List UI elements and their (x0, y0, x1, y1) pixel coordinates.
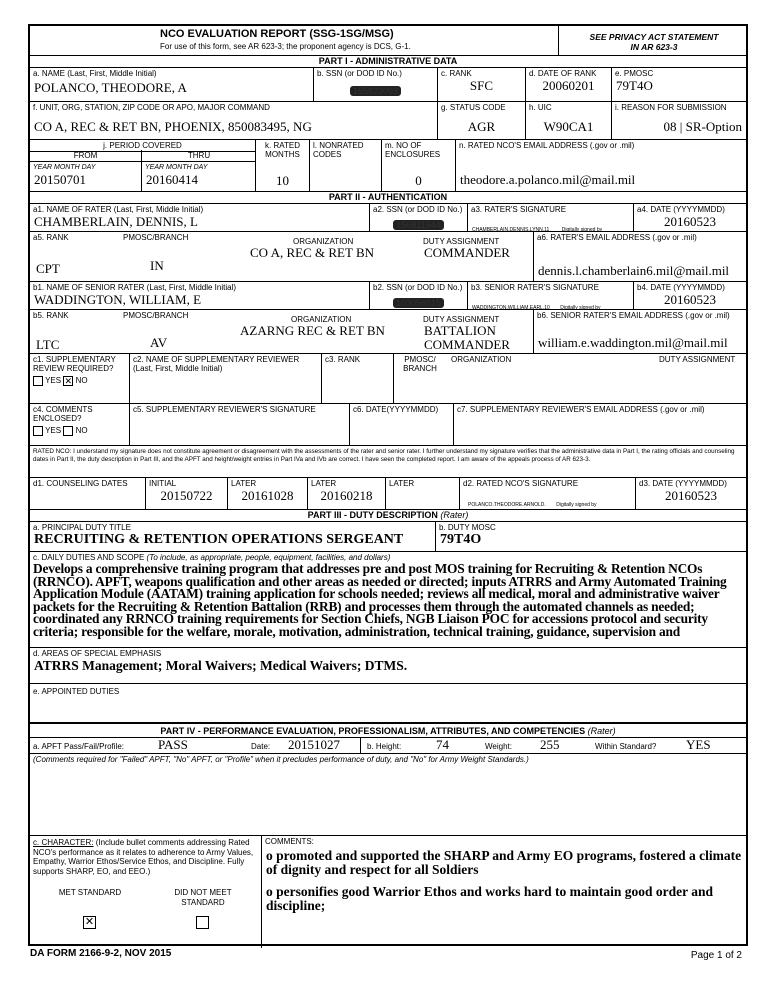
counseling-later-1: LATER 20161028 (228, 478, 308, 510)
rater-name: CHAMBERLAIN, DENNIS, L (34, 214, 198, 229)
supplementary-reviewer-name-field: c2. NAME OF SUPPLEMENTARY REVIEWER (Last, First, Middle Initial) (130, 354, 322, 404)
period-from: 20150701 (34, 172, 86, 187)
rated-nco-date-field: d3. DATE (YYYYMMDD) 20160523 (636, 478, 746, 510)
met-standard-label: MET STANDARD (58, 888, 122, 897)
rater-row (30, 204, 746, 232)
rater-signature-field: a3. RATER'S SIGNATURE CHAMBERLAIN.DENNIS.LYNN.11 Digitally signed by (468, 204, 634, 232)
supplementary-review-row (30, 354, 746, 404)
status-code-field: g. STATUS CODE AGR (438, 102, 526, 140)
nonrated-codes-field: l. NONRATED CODES (310, 140, 382, 192)
name-field: a. NAME (Last, First, Middle Initial) POLANCO, THEODORE, A (30, 68, 314, 102)
supplementary-date-field: c6. DATE(YYYYMMDD) (350, 404, 454, 446)
rater-name-field: a1. NAME OF RATER (Last, First, Middle Initial) CHAMBERLAIN, DENNIS, L (30, 204, 370, 232)
special-emphasis-text: ATRRS Management; Moral Waivers; Medical Waivers; DTMS. (34, 658, 408, 673)
rated-nco-signature-field: d2. RATED NCO'S SIGNATURE POLANCO.THEODORE.ARNOLD. Digitally signed by (460, 478, 636, 510)
daily-duties-field: c. DAILY DUTIES AND SCOPE (To include, as appropriate, people, equipment, facilities, and dollars) Develops a comprehensive training program that addresses pre and post MOS training for Recruiting & Retention NCOs (RRNCO). APFT, weapons qualification and other areas as needed or directed; inputs ATRRS and Army Automated Training Application Module (AATAM) training application for schools needed; reviews all medical, moral and administrative waiver packets for the Recruiting & Retention Battalion (RRB) and processes them through the automated channels as needed; coordinated any RRNCO training requirements for Section Chiefs, NGB Liaison POC for accessions protocol and security criteria; responsible for the welfare, morale, motivation, administration, technical training, guidance, supervision and (30, 552, 746, 648)
duty-mosc-field: b. DUTY MOSC 79T4O (436, 522, 746, 552)
senior-rater-email-field: b6. SENIOR RATER'S EMAIL ADDRESS (.gov or .mil) william.e.waddington.mil@mail.mil (534, 310, 746, 354)
principal-duty-title: RECRUITING & RETENTION OPERATIONS SERGEANT (34, 532, 404, 547)
yes-checkbox[interactable] (33, 376, 43, 386)
supplementary-reviewer-assignment: PMOSC/ BRANCH ORGANIZATION DUTY ASSIGNMENT (394, 354, 746, 404)
senior-rater-rank-row (30, 310, 746, 354)
part1-row-unit (30, 102, 746, 140)
no-checkbox-checked[interactable]: ✕ (64, 376, 73, 386)
senior-rater-date-field: b4. DATE (YYYYMMDD) 20160523 (634, 282, 746, 310)
senior-rater-row (30, 282, 746, 310)
character-comments-field: COMMENTS: o promoted and supported the SHARP and Army EO programs, fostered a climate of dignity and respect for all Soldiers o personifies good Warrior Ethos and works hard to maintain good order and discipline; (262, 836, 746, 948)
rater-date-field: a4. DATE (YYYYMMDD) 20160523 (634, 204, 746, 232)
special-emphasis-field: d. AREAS OF SPECIAL EMPHASIS ATRRS Management; Moral Waivers; Medical Waivers; DTMS. (30, 648, 746, 684)
daily-duties-text: Develops a comprehensive training program that addresses pre and post MOS training for Recruiting & Retention NCOs (RRNCO). APFT, weapons qualification and other areas as needed or directed; inputs ATRRS and Army Automated Training Application Module (AATAM) training application for schools needed; reviews all medical, moral and administrative waiver packets for the Recruiting & Retention Battalion (RRB) and processes them through the automated channels as needed; coordinated any RRNCO training requirements for Section Chiefs, NGB Liaison POC for accessions protocol and security criteria; responsible for the welfare, morale, motivation, administration, technical training, guidance, supervision and (33, 561, 727, 639)
rater-rank-row (30, 232, 746, 282)
enclosures-field: m. NO OF ENCLOSURES 0 (382, 140, 456, 192)
date-of-rank-field: d. DATE OF RANK 20060201 (526, 68, 612, 102)
rater-assignment: a5. RANK PMOSC/BRANCH ORGANIZATION DUTY ASSIGNMENT CPT IN CO A, REC & RET BN COMMANDER (30, 232, 534, 282)
within-standard-value: YES (686, 737, 711, 752)
form-title: NCO EVALUATION REPORT (SSG-1SG/MSG) (160, 28, 394, 40)
period-covered-field: j. PERIOD COVERED FROM YEAR MONTH DAY 20150701 THRU YEAR MONTH DAY 20160414 (30, 140, 256, 192)
evaluation-form (28, 24, 748, 946)
part4-title: PART IV - PERFORMANCE EVALUATION, PROFESSIONALISM, ATTRIBUTES, AND COMPETENCIES (Rater) (30, 726, 746, 738)
senior-rater-name: WADDINGTON, WILLIAM, E (34, 292, 202, 307)
senior-rater-ssn-field: b2. SSN (or DOD ID No.) 103056515 (370, 282, 468, 310)
rated-email-field: n. RATED NCO'S EMAIL ADDRESS (.gov or .mil) theodore.a.polanco.mil@mail.mil (456, 140, 746, 192)
comments-no-checkbox[interactable] (63, 426, 73, 436)
apft-result: PASS (158, 737, 188, 752)
uic-field: h. UIC W90CA1 (526, 102, 612, 140)
not-met-standard-checkbox[interactable] (196, 916, 209, 929)
character-comment-2: o personifies good Warrior Ethos and works hard to maintain good order and discipline; (266, 884, 714, 913)
privacy-statement: SEE PRIVACY ACT STATEMENT IN AR 623-3 (589, 32, 719, 52)
character-comment-1: o promoted and supported the SHARP and Army EO programs, fostered a climate of dignity and respect for all Soldiers (266, 848, 742, 877)
apft-row: a. APFT Pass/Fail/Profile: PASS Date: 20151027 b. Height: 74 Weight: 255 Within Standard? YES (30, 738, 746, 754)
character-field: c. CHARACTER: (Include bullet comments addressing Rated NCO's performance as it relates to adherence to Army Values, Empathy, Warrior Ethos/Service Ethos, and Discipline. Fully supports SHARP, EO, and EEO.) MET STANDARD DID NOT MEET STANDARD ✕ (30, 836, 262, 948)
supplementary-review-options: YES ✕ NO (30, 374, 129, 388)
comments-yes-checkbox[interactable] (33, 426, 43, 436)
part1-row-identity (30, 68, 746, 102)
form-subtitle: For use of this form, see AR 623-3; the proponent agency is DCS, G-1. (160, 42, 411, 51)
senior-rater-signature-field: b3. SENIOR RATER'S SIGNATURE WADDINGTON.WILLIAM.EARL.10 Digitally signed by (468, 282, 634, 310)
height-value: 74 (436, 737, 449, 752)
counseling-initial: INITIAL 20150722 (146, 478, 228, 510)
not-met-standard-label: DID NOT MEET STANDARD (174, 888, 232, 907)
counseling-later-2: LATER 20160218 (308, 478, 386, 510)
apft-comments-field: (Comments required for "Failed" APFT, "No" APFT, or "Profile" when it precludes performance of duty, and "No" for Army Weight Standards.) (30, 754, 746, 836)
character-row (30, 836, 746, 948)
rated-nco-statement: RATED NCO: I understand my signature does not constitute agreement or disagreement with the assessments of the rater and senior rater. I further understand my signature verifies that the administrative data in Part I, the rating officials and counseling dates in Part II, the duty description in Part III, and the APFT and height/weight entries in Part IVa and IVb are correct. I have seen the completed report. I am aware of the appeals process of AR 623-3. (30, 446, 746, 478)
comments-enclosed-field: c4. COMMENTS ENCLOSED? YES NO (30, 404, 130, 446)
part1-row-period (30, 140, 746, 192)
ssn-field: b. SSN (or DOD ID No.) 155823093 (314, 68, 438, 102)
supplementary-reviewer-rank-field: c3. RANK (322, 354, 394, 404)
form-header (30, 26, 746, 56)
weight-value: 255 (540, 737, 560, 752)
reason-field: i. REASON FOR SUBMISSION 08 | SR-Option (612, 102, 746, 140)
counseling-dates-label: d1. COUNSELING DATES (30, 478, 146, 510)
unit-field: f. UNIT, ORG, STATION, ZIP CODE OR APO, MAJOR COMMAND CO A, REC & RET BN, PHOENIX, 850083495, NG (30, 102, 438, 140)
part1-title: PART I - ADMINISTRATIVE DATA (30, 56, 746, 68)
senior-rater-name-field: b1. NAME OF SENIOR RATER (Last, First, Middle Initial) WADDINGTON, WILLIAM, E (30, 282, 370, 310)
rank-field: c. RANK SFC (438, 68, 526, 102)
rater-ssn-field: a2. SSN (or DOD ID No.) 156811544 (370, 204, 468, 232)
rated-name: POLANCO, THEODORE, A (34, 80, 187, 95)
apft-date: 20151027 (288, 737, 340, 752)
counseling-later-3: LATER (386, 478, 460, 510)
supplementary-comments-row (30, 404, 746, 446)
ssn-redacted: 155823093 (350, 86, 401, 96)
duty-title-row (30, 522, 746, 552)
supplementary-email-field: c7. SUPPLEMENTARY REVIEWER'S EMAIL ADDRESS (.gov or .mil) (454, 404, 746, 446)
pmosc-field: e. PMOSC 79T4O (612, 68, 746, 102)
met-standard-checkbox-checked[interactable]: ✕ (84, 916, 95, 928)
supplementary-review-field: c1. SUPPLEMENTARY REVIEW REQUIRED? YES ✕ NO (30, 354, 130, 404)
form-number: DA FORM 2166-9-2, NOV 2015 (30, 948, 172, 959)
counseling-row (30, 478, 746, 510)
principal-duty-title-field: a. PRINCIPAL DUTY TITLE RECRUITING & RETENTION OPERATIONS SERGEANT (30, 522, 436, 552)
rated-months-field: k. RATED MONTHS 10 (256, 140, 310, 192)
part2-title: PART II - AUTHENTICATION (30, 192, 746, 204)
part3-title: PART III - DUTY DESCRIPTION (Rater) (30, 510, 746, 522)
period-thru: 20160414 (146, 172, 198, 187)
appointed-duties-field: e. APPOINTED DUTIES (30, 684, 746, 724)
page-number: Page 1 of 2 (690, 950, 742, 961)
supplementary-signature-field: c5. SUPPLEMENTARY REVIEWER'S SIGNATURE (130, 404, 350, 446)
senior-rater-assignment: b5. RANK PMOSC/BRANCH ORGANIZATION DUTY ASSIGNMENT LTC AV AZARNG REC & RET BN BATTALION COMMANDER (30, 310, 534, 354)
rater-email-field: a6. RATER'S EMAIL ADDRESS (.gov or .mil) dennis.l.chamberlain6.mil@mail.mil (534, 232, 746, 282)
